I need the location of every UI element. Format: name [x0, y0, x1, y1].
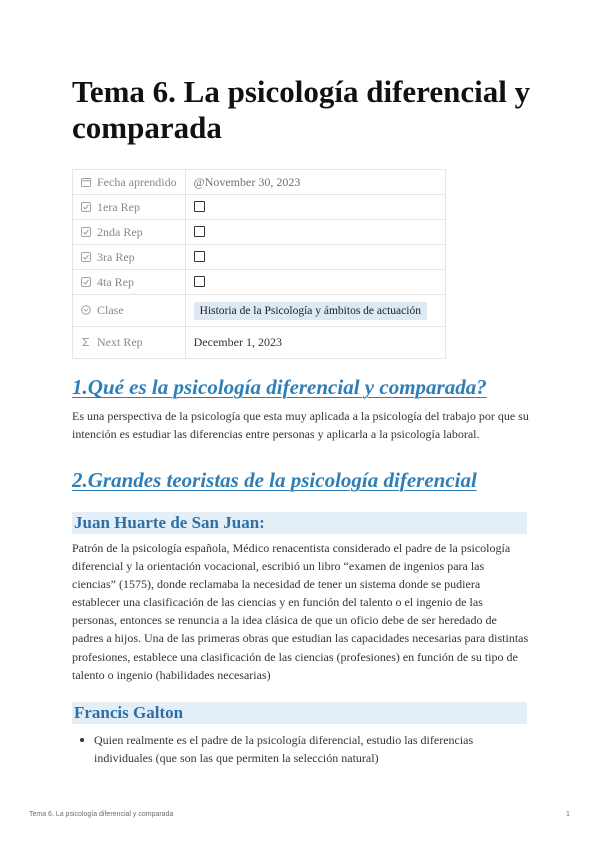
- property-key: Clase: [73, 295, 186, 327]
- select-icon: [81, 305, 91, 315]
- property-value: [185, 195, 445, 220]
- checkbox-icon: [81, 202, 91, 212]
- checkbox-icon: [81, 252, 91, 262]
- property-key: Next Rep: [73, 327, 186, 359]
- property-key: 2nda Rep: [73, 220, 186, 245]
- property-row: [73, 220, 446, 245]
- rep-checkbox[interactable]: [194, 276, 205, 287]
- huarte-body: Patrón de la psicología española, Médico renacentista considerado el padre de la psicología diferencial y la orientación vocacional, escribió un libro “examen de ingenios para las ciencias” (1575), donde reclamaba la necesidad de tener un sistema donde se pudiera establecer una clasificación de las ciencias y en función del talento o el ingenio de las personas, entonces se renuncia a la idea clásica de que un oficio debe de ser heredado de padres a hijos. Una de las primeras obras que estudian las capacidades necesarias para distintas profesiones, establece una clasificación de las ciencias (profesiones) en función de su tipo de talento o ingenio (habilidades necesarias): [72, 541, 529, 682]
- huarte-heading: Juan Huarte de San Juan:: [72, 512, 527, 534]
- property-row: [73, 327, 446, 359]
- property-value: [185, 270, 445, 295]
- property-key: Fecha aprendido: [73, 170, 186, 195]
- property-row: [73, 295, 446, 327]
- property-row: [73, 195, 446, 220]
- rep-checkbox[interactable]: [194, 201, 205, 212]
- bullet-dot: [80, 738, 84, 742]
- calendar-icon: [81, 177, 91, 187]
- section-1-heading: 1.Qué es la psicología diferencial y comparada?: [72, 375, 487, 399]
- property-key: 1era Rep: [73, 195, 186, 220]
- list-item: Quien realmente es el padre de la psicología diferencial, estudio las diferencias individuales (que son las que permiten la selección natural): [72, 731, 530, 767]
- checkbox-icon: [81, 227, 91, 237]
- property-key: 4ta Rep: [73, 270, 186, 295]
- property-row: [73, 245, 446, 270]
- property-value: [185, 295, 445, 327]
- rep-checkbox[interactable]: [194, 226, 205, 237]
- property-key: 3ra Rep: [73, 245, 186, 270]
- property-value: [185, 245, 445, 270]
- checkbox-icon: [81, 277, 91, 287]
- property-value[interactable]: @November 30, 2023: [185, 170, 445, 195]
- footer-doc-title: Tema 6. La psicología diferencial y comparada: [29, 811, 174, 818]
- property-value: December 1, 2023: [185, 327, 445, 359]
- sigma-icon: [81, 337, 91, 347]
- properties-table: [72, 169, 446, 359]
- galton-heading: Francis Galton: [72, 702, 527, 724]
- footer-page-number: 1: [566, 811, 570, 818]
- rep-checkbox[interactable]: [194, 251, 205, 262]
- property-row: [73, 170, 446, 195]
- page-title: Tema 6. La psicología diferencial y comparada: [72, 74, 531, 145]
- property-row: [73, 270, 446, 295]
- section-2-heading: 2.Grandes teoristas de la psicología diferencial: [72, 468, 477, 492]
- section-1-body: Es una perspectiva de la psicología que esta muy aplicada a la psicología del trabajo por que su intención es estudiar las diferencias entre personas y aplicarla a la psicología laboral.: [72, 409, 529, 442]
- class-tag[interactable]: Historia de la Psicología y ámbitos de actuación: [194, 302, 427, 320]
- property-value: [185, 220, 445, 245]
